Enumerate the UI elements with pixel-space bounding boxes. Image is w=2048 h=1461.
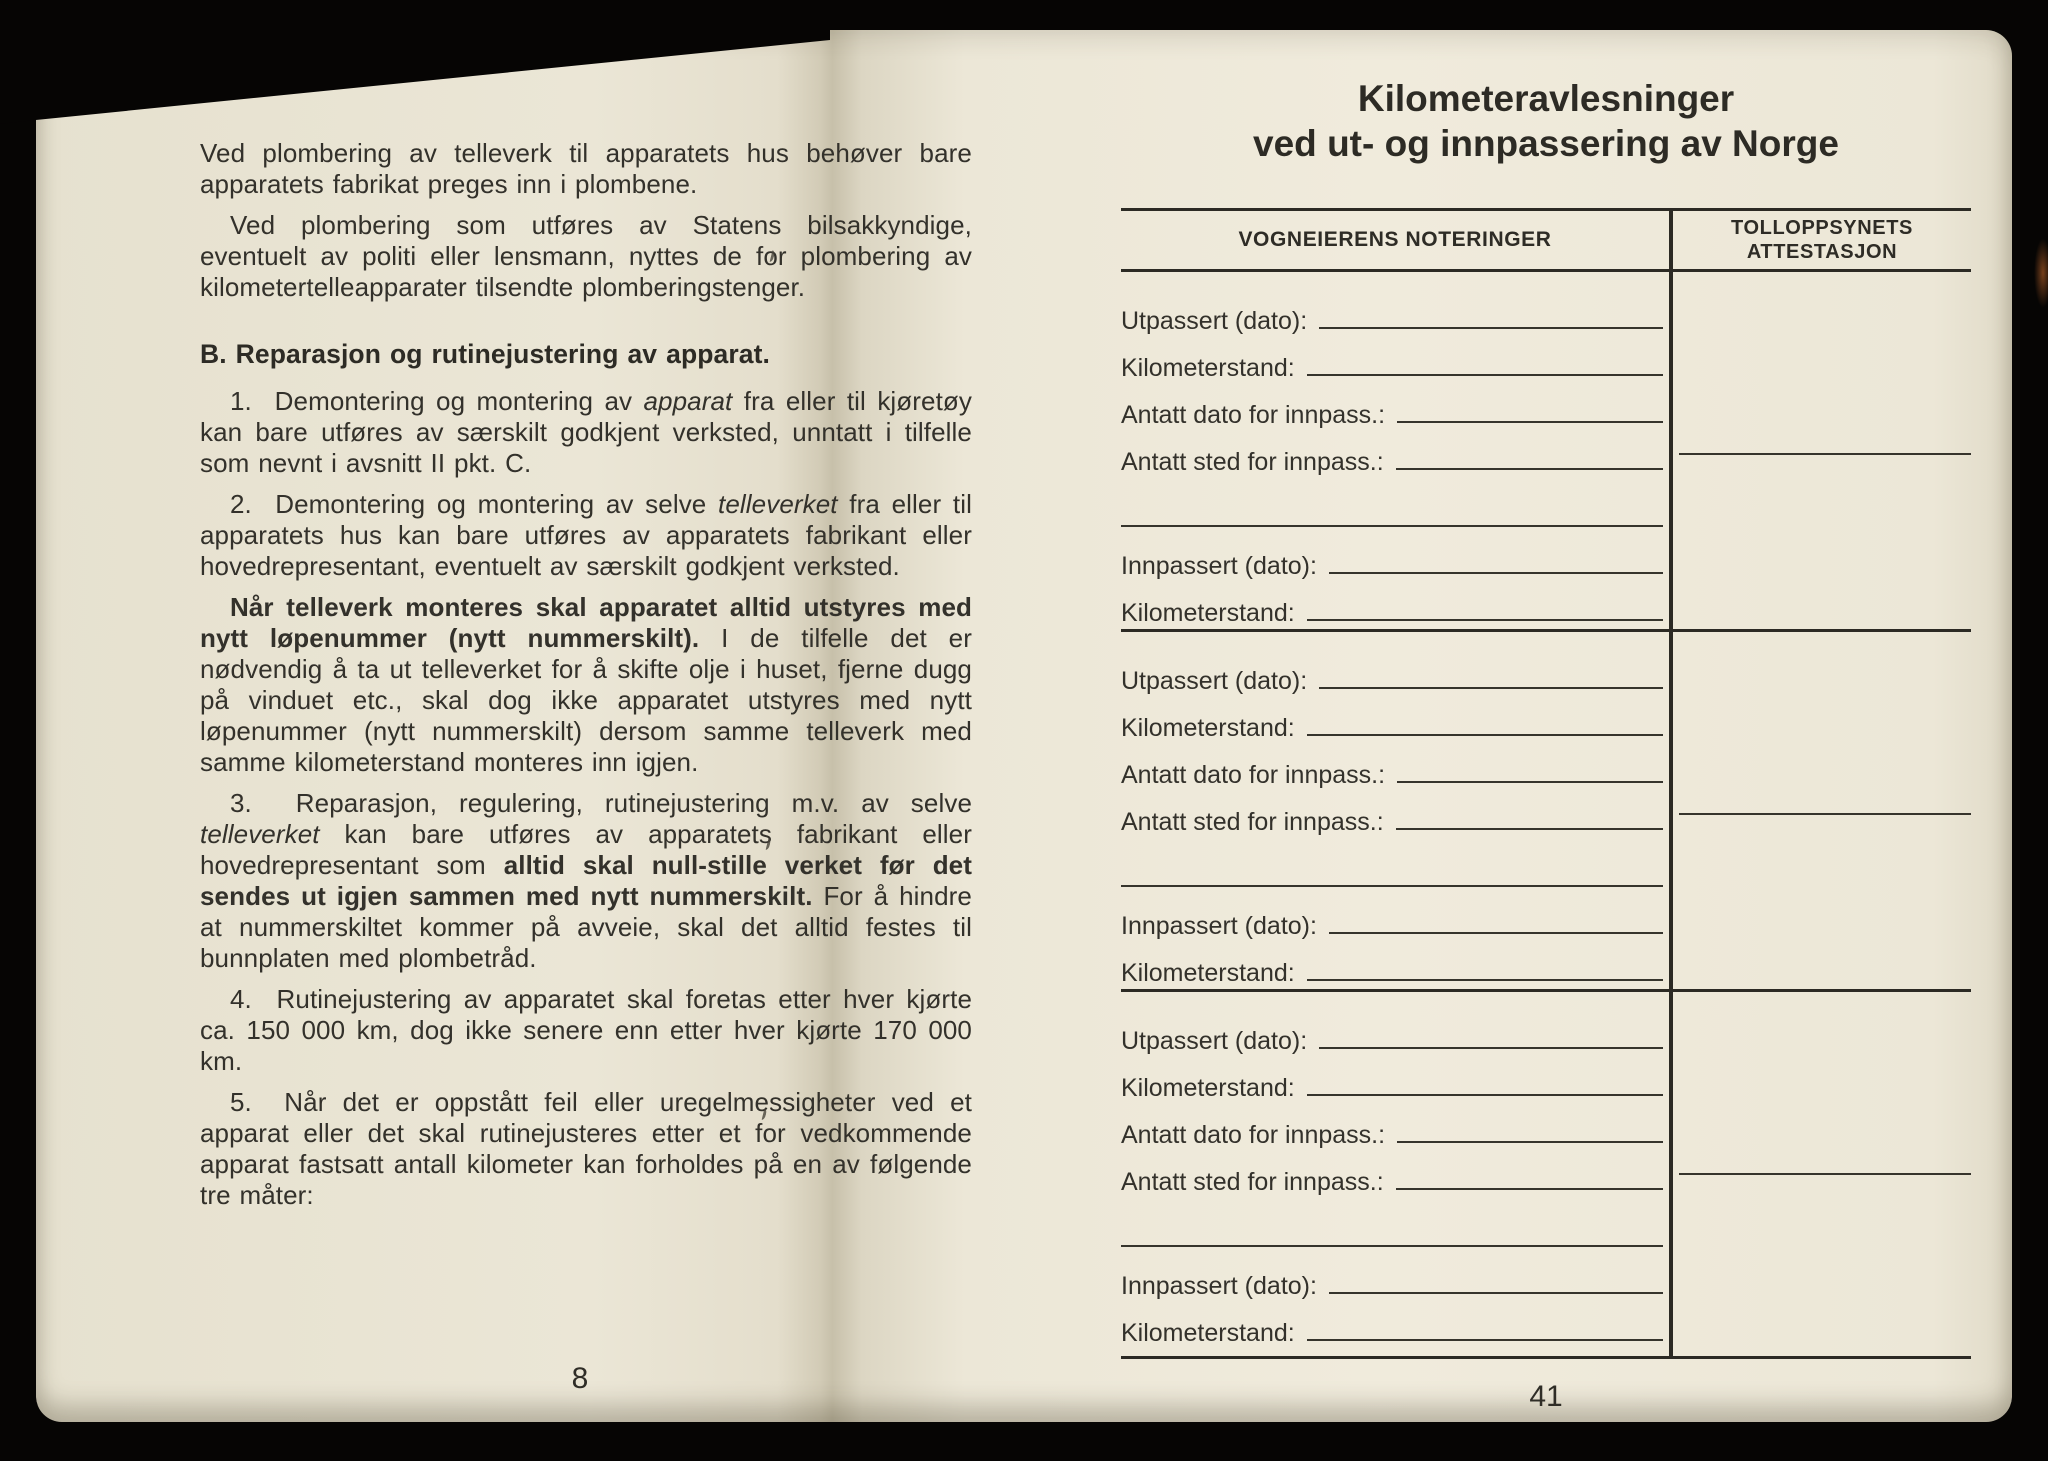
field-label: Innpassert (dato):: [1121, 1272, 1317, 1300]
attestation-signature-line: [1679, 453, 1971, 455]
text-run: telleverket: [200, 819, 320, 849]
fill-in-line: [1329, 572, 1663, 574]
fill-in-line: [1329, 1292, 1663, 1294]
form-row: [1121, 534, 1663, 581]
text-run: kan bare utføres av apparatets fabrikant eller hovedrepresentant som: [200, 819, 972, 880]
fill-in-line: [1307, 1339, 1663, 1341]
form-row: [1121, 430, 1663, 477]
text-run: Ved plombering av telleverk til apparatets hus behøver bare apparatets fabrikat preges inn i plombene.: [200, 138, 972, 199]
kilometer-form-table: [1121, 208, 1971, 1359]
fill-in-line: [1396, 1188, 1663, 1190]
fill-in-line: [1121, 1245, 1663, 1247]
left-page-number: 8: [571, 1362, 589, 1395]
column-header-owner: VOGNEIERENS NOTERINGER: [1121, 211, 1673, 269]
left-page: [72, 60, 973, 1452]
column-header-customs: [1673, 211, 1971, 269]
title-line-1: Kilometeravlesninger: [1357, 78, 1735, 119]
owner-notes-cell: [1121, 272, 1673, 629]
text-run: 3. Reparasjon, regulering, rutinejustering m.v. av selve: [230, 788, 972, 818]
form-row: [1121, 941, 1663, 988]
form-row: [1121, 383, 1663, 430]
fill-in-line: [1396, 828, 1663, 830]
list-item-1: [200, 386, 972, 479]
fill-in-line: [1397, 421, 1663, 423]
right-page: [866, 60, 2048, 1452]
field-label: Kilometerstand:: [1121, 1074, 1295, 1102]
form-row: [1121, 1056, 1663, 1103]
blank-fill-row: [1121, 837, 1663, 894]
form-blocks: [1121, 272, 1971, 1359]
field-label: Antatt dato for innpass.:: [1121, 401, 1386, 429]
text-run: alltid skal null-stille verket før det sendes ut igjen sammen med nytt nummerskilt.: [200, 850, 972, 911]
text-run: telleverket: [718, 489, 838, 519]
list-item-3: [200, 788, 972, 974]
customs-attestation-cell: [1673, 272, 1971, 629]
field-label: Utpassert (dato):: [1121, 1027, 1308, 1055]
fill-in-line: [1307, 374, 1663, 376]
field-label: Antatt dato for innpass.:: [1121, 1121, 1386, 1149]
field-label: Utpassert (dato):: [1121, 667, 1308, 695]
form-row: [1121, 743, 1663, 790]
text-run: fra eller til apparatets hus kan bare utføres av apparatets fabrikant eller hovedrepresentant, eventuelt av særskilt godkjent verksted.: [200, 489, 973, 581]
fill-in-line: [1397, 781, 1663, 783]
form-row: [1121, 336, 1663, 383]
form-block-3: [1121, 992, 1971, 1359]
title-line-2: ved ut- og innpassering av Norge: [1253, 123, 1839, 164]
section-heading-b: [200, 339, 972, 370]
text-run: fra eller til kjøretøy kan bare utføres av særskilt godkjent verksted, unntatt i tilfelle som nevnt i avsnitt II pkt. C.: [200, 386, 972, 478]
fill-in-line: [1307, 619, 1663, 621]
owner-notes-cell: [1121, 632, 1673, 989]
fill-in-line: [1319, 1047, 1663, 1049]
form-row: [1121, 696, 1663, 743]
paper-spread: [36, 30, 2012, 1422]
blank-fill-row: [1121, 1197, 1663, 1254]
fill-in-line: [1319, 327, 1663, 329]
field-label: Antatt sted for innpass.:: [1121, 448, 1384, 476]
paragraph-telleverk-montering: [200, 592, 972, 778]
fill-in-line: [1121, 885, 1663, 887]
form-row: [1121, 581, 1663, 628]
form-block-1: [1121, 272, 1971, 632]
paper-stain: [2034, 238, 2048, 308]
list-item-5: [200, 1087, 972, 1211]
table-header-row: [1121, 208, 1971, 272]
paragraph-plombering-statens: [200, 210, 972, 303]
form-row: [1121, 1009, 1663, 1056]
right-page-title: [1121, 76, 1971, 166]
fill-in-line: [1319, 687, 1663, 689]
field-label: Kilometerstand:: [1121, 1319, 1295, 1347]
field-label: Kilometerstand:: [1121, 959, 1295, 987]
field-label: Kilometerstand:: [1121, 714, 1295, 742]
column-header-customs-line1: TOLLOPPSYNETS: [1731, 217, 1913, 239]
field-label: Kilometerstand:: [1121, 599, 1295, 627]
fill-in-line: [1397, 1141, 1663, 1143]
fill-in-line: [1307, 979, 1663, 981]
fill-in-line: [1307, 734, 1663, 736]
right-page-number: 41: [1529, 1380, 1563, 1413]
field-label: Antatt sted for innpass.:: [1121, 808, 1384, 836]
fill-in-line: [1396, 468, 1663, 470]
field-label: Utpassert (dato):: [1121, 307, 1308, 335]
form-row: [1121, 1150, 1663, 1197]
column-header-customs-line2: ATTESTASJON: [1746, 241, 1898, 263]
list-item-2: [200, 489, 972, 582]
form-block-2: [1121, 632, 1971, 992]
text-run: 1. Demontering og montering av: [230, 386, 644, 416]
text-run: B. Reparasjon og rutinejustering av apparat.: [200, 339, 770, 369]
text-run: I de tilfelle det er nødvendig å ta ut telleverket for å skifte olje i huset, fjerne dugg på vinduet etc., skal dog ikke apparatet utstyres med nytt løpenummer (nytt nummerskilt) dersom samme telleverk med samme kilometerstand monteres inn igjen.: [200, 623, 972, 777]
fill-in-line: [1307, 1094, 1663, 1096]
field-label: Antatt dato for innpass.:: [1121, 761, 1386, 789]
text-run: Når telleverk monteres skal apparatet alltid utstyres med nytt løpenummer (nytt nummerskilt).: [200, 592, 972, 653]
left-page-text: [200, 128, 972, 1221]
attestation-signature-line: [1679, 813, 1971, 815]
fill-in-line: [1329, 932, 1663, 934]
form-row: [1121, 289, 1663, 336]
text-run: 2. Demontering og montering av selve: [230, 489, 719, 519]
text-run: Ved plombering som utføres av Statens bilsakkyndige, eventuelt av politi eller lensmann, nyttes de for plombering av kilometertelleapparater tilsendte plomberingstenger.: [200, 210, 972, 302]
text-run: 4. Rutinejustering av apparatet skal foretas etter hver kjørte ca. 150 000 km, dog ikke senere enn etter hver kjørte 170 000 km.: [200, 984, 972, 1076]
customs-attestation-cell: [1673, 632, 1971, 989]
form-row: [1121, 1301, 1663, 1348]
form-row: [1121, 790, 1663, 837]
field-label: Antatt sted for innpass.:: [1121, 1168, 1384, 1196]
fill-in-line: [1121, 525, 1663, 527]
paragraph-plombering-intro: [200, 138, 972, 200]
field-label: Innpassert (dato):: [1121, 912, 1317, 940]
form-row: [1121, 1103, 1663, 1150]
blank-fill-row: [1121, 477, 1663, 534]
text-run: For å hindre at nummerskiltet kommer på avveie, skal det alltid festes til bunnplaten med plombetråd.: [200, 881, 972, 973]
field-label: Innpassert (dato):: [1121, 552, 1317, 580]
customs-attestation-cell: [1673, 992, 1971, 1356]
field-label: Kilometerstand:: [1121, 354, 1295, 382]
text-run: apparat: [643, 386, 733, 416]
list-item-4: [200, 984, 972, 1077]
owner-notes-cell: [1121, 992, 1673, 1356]
attestation-signature-line: [1679, 1173, 1971, 1175]
form-row: [1121, 1254, 1663, 1301]
form-row: [1121, 649, 1663, 696]
text-run: 5. Når det er oppstått feil eller uregelmessigheter ved et apparat eller det skal rutinejusteres etter et for vedkommende apparat fastsatt antall kilometer kan forholdes på en av følgende tre måter:: [200, 1087, 972, 1210]
form-row: [1121, 894, 1663, 941]
